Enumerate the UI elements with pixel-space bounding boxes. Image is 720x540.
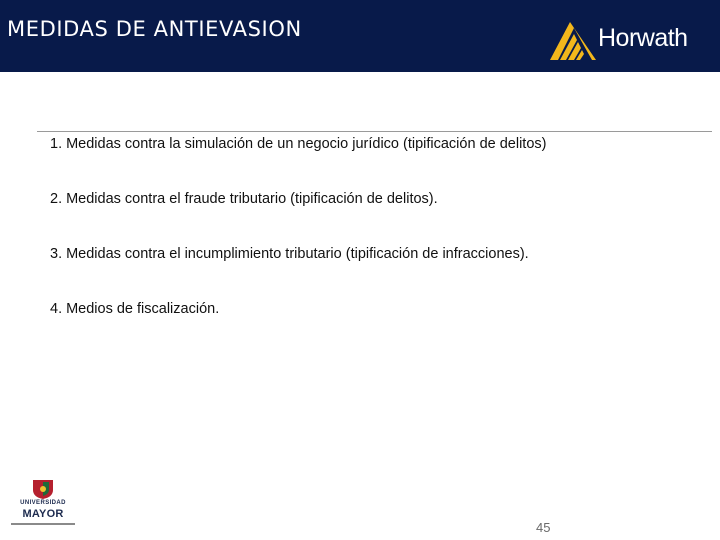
item-text: Medidas contra el incumplimiento tributario (tipificación de infracciones). xyxy=(66,246,529,262)
item-text: Medidas contra el fraude tributario (tipificación de delitos). xyxy=(66,191,438,207)
list-item xyxy=(50,246,546,301)
university-label-large: MAYOR xyxy=(22,508,64,520)
university-crest-icon xyxy=(29,478,57,500)
item-number: 2. xyxy=(50,191,63,207)
item-text: Medios de fiscalización. xyxy=(66,301,220,317)
divider-line xyxy=(37,131,712,132)
list-item xyxy=(50,136,546,191)
page-number: 45 xyxy=(536,520,551,535)
university-label-small: UNIVERSIDAD xyxy=(20,500,66,506)
item-number: 3. xyxy=(50,246,63,262)
item-number: 4. xyxy=(50,301,63,317)
universidad-mayor-logo xyxy=(11,478,75,532)
slide-header xyxy=(0,0,720,72)
list-item xyxy=(50,301,546,356)
horwath-wordmark: Horwath xyxy=(598,24,688,52)
item-number: 1. xyxy=(50,136,63,152)
slide-title: MEDIDAS DE ANTIEVASION xyxy=(7,17,302,41)
measures-list xyxy=(50,136,546,356)
list-item xyxy=(50,191,546,246)
university-tagline-bar xyxy=(11,523,75,525)
item-text: Medidas contra la simulación de un negocio jurídico (tipificación de delitos) xyxy=(66,136,547,152)
horwath-logo xyxy=(548,20,698,62)
horwath-mark-icon xyxy=(548,20,596,62)
